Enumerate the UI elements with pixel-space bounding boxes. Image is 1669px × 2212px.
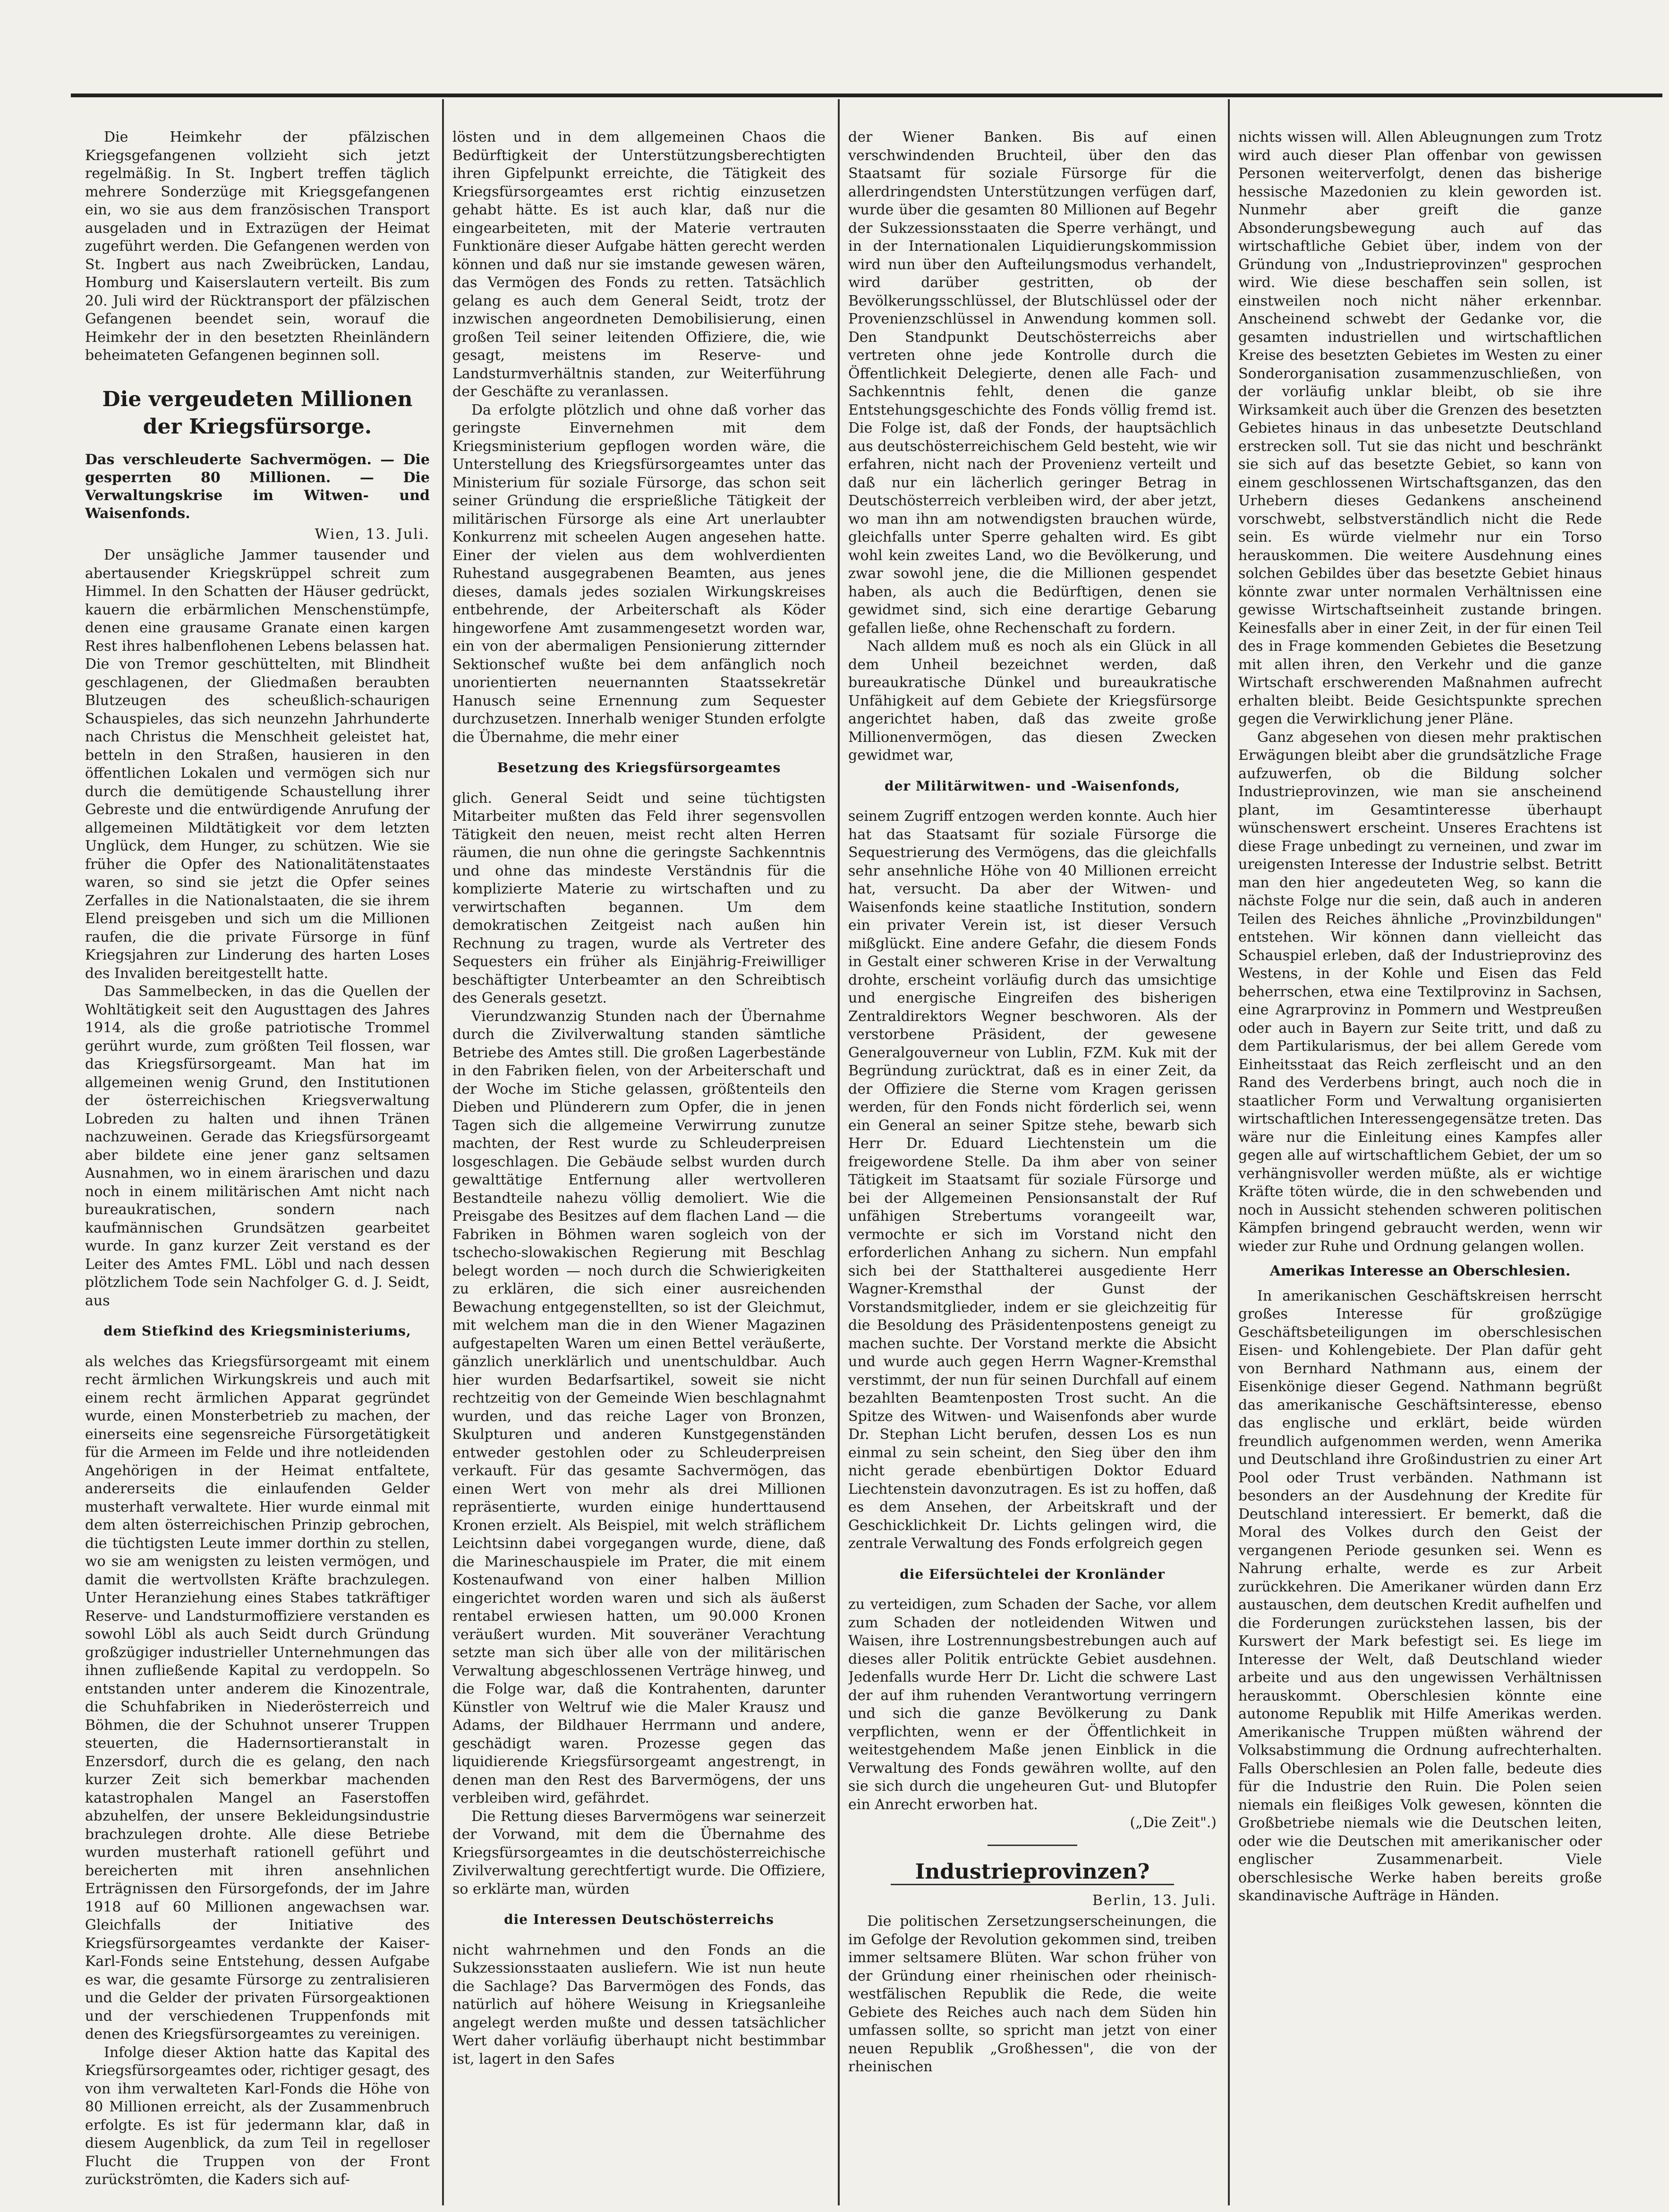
article-paragraph: Vierundzwanzig Stunden nach der Übernahme durch die Zivilverwaltung standen sämtliche Betriebe des Amtes still. Die großen Lagerbestände in den Fabriken fielen, von der Arbeiterschaft und der Woche im Stiche gelassen, größtenteils den Dieben und Plünderern zum Opfer, die in jenen Tagen sich die allgemeine Verwirrung zunutze machten, der Rest wurde zu Schleuderpreisen losgeschlagen. Die Gebäude selbst wurden durch gewalttätige Entfernung aller wertvolleren Bestandteile nahezu völlig demoliert. Wie die Preisgabe des Besitzes auf dem flachen Land — die Fabriken in Böhmen waren sogleich von der tschecho-slowakischen Regierung mit Beschlag belegt worden — noch durch die Schwierigkeiten zu erklären, die sich einer ausreichenden Bewachung entgegenstellten, so ist der Gleichmut, mit welchem man die in den Wiener Magazinen aufgestapelten Waren um einen Bettel veräußerte, gänzlich unerklärlich und unentschuldbar. Auch hier wurden Bedarfsartikel, soweit sie nicht rechtzeitig von der Gemeinde Wien beschlagnahmt wurden, und das reiche Lager von Bronzen, Skulpturen und anderen Kunstgegenständen entweder gestohlen oder zu Schleuderpreisen verkauft. Für das gesamte Sachvermögen, das einen Wert von mehr als drei Millionen repräsentierte, wurden einige hunderttausend Kronen erzielt. Als Beispiel, mit welch sträflichem Leichtsinn dabei vorgegangen wurde, diene, daß die Marineschauspiele im Prater, die mit einem Kostenaufwand von einer halben Million eingerichtet worden waren und sich als äußerst rentabel erwiesen hatten, um 90.000 Kronen veräußert wurden. Mit souveräner Verachtung setzte man sich über alle von der militärischen Verwaltung abgeschlossenen Verträge hinweg, und die Folge war, daß die Kontrahenten, darunter Künstler von Weltruf wie die Maler Krausz und Adams, der Bildhauer Herrmann und andere, geschädigt waren. Prozesse gegen das liquidierende Kriegsfürsorgeamt angestrengt, in denen man den Rest des Barvermögens, der uns verbleiben wird, gefährdet. bbox=[452, 1008, 826, 1806]
article-headline: Industrieprovinzen? bbox=[915, 1859, 1150, 1884]
article-paragraph: zu verteidigen, zum Schaden der Sache, vor allem zum Schaden der notleidenden Witwen und Waisen, ihre Lostrennungsbestrebungen auch auf dieses aller Politik entrückte Gebiet ausdehnen. Jedenfalls wurde Herr Dr. Licht die schwere Last der auf ihm ruhenden Verantwortung verringern und sich die ganze Bevölkerung zu Dank verpflichten, wenn er der Öffentlichkeit in weitestgehendem Maße jenen Einblick in die Verwaltung des Fonds gewähren wollte, auf den sie sich durch die ungeheuren Gut- und Blutopfer ein Anrecht erworben hat. bbox=[848, 1596, 1217, 1813]
column-2 bbox=[452, 128, 826, 2202]
column-divider bbox=[838, 99, 840, 2205]
article-paragraph: nicht wahrnehmen und den Fonds an die Sukzessionsstaaten ausliefern. Wie ist nun heute die Sachlage? Das Barvermögen des Fonds, das natürlich auf höhere Weisung in Kriegsanleihe angelegt werden mußte und dessen tatsächlicher Wert daher vorläufig überhaupt nicht bestimmbar ist, lagert in den Safes bbox=[452, 1941, 826, 2067]
dateline: Wien, 13. Juli. bbox=[315, 526, 430, 543]
source-attribution: („Die Zeit".) bbox=[1130, 1814, 1217, 1831]
section-divider bbox=[988, 1845, 1077, 1846]
article-paragraph: Nach alldem muß es noch als ein Glück in all dem Unheil bezeichnet werden, daß bureaukratische Dünkel und bureaukratische Unfähigkeit auf dem Gebiete der Kriegsfürsorge angerichtet haben, daß das zweite große Millionenvermögen, das diesen Zwecken gewidmet war, bbox=[848, 638, 1217, 764]
article-paragraph: Die politischen Zersetzungserscheinungen, die im Gefolge der Revolution gekommen sind, treiben immer seltsamere Blüten. War schon früher von der Gründung einer rheinischen oder rheinisch-westfälischen Republik die Rede, die weite Gebiete des Reiches auch nach dem Süden hin umfassen sollte, so spricht man jetzt von einer neuen Republik „Großhessen", die von der rheinischen bbox=[848, 1913, 1217, 2075]
article-paragraph: glich. General Seidt und seine tüchtigsten Mitarbeiter mußten das Feld ihrer segensvollen Tätigkeit den neuen, meist recht alten Herren räumen, die nun ohne die geringste Sachkenntnis und ohne das mindeste Verständnis für die komplizierte Materie zu wirtschaften und zu verwirtschaften begannen. Um dem demokratischen Zeitgeist nach außen hin Rechnung zu tragen, wurde als Vertreter des Sequesters ein früher als Einjährig-Freiwilliger beschäftigter Unterbeamter an den Schreibtisch des Generals gesetzt. bbox=[452, 790, 826, 1006]
top-rule bbox=[71, 94, 1662, 97]
article-paragraph: Die Heimkehr der pfälzischen Kriegsgefangenen vollzieht sich jetzt regelmäßig. In St. Ingbert treffen täglich mehrere Sonderzüge mit Kriegsgefangenen ein, wo sie aus dem französischen Transport ausgeladen und in Extrazügen der Heimat zugeführt werden. Die Gefangenen werden von St. Ingbert aus nach Zweibrücken, Landau, Homburg und Kaiserslautern verteilt. Bis zum 20. Juli wird der Rücktransport der pfälzischen Gefangenen beendet sein, worauf die Heimkehr der in den besetzten Rheinländern beheimateten Gefangenen beginnen soll. bbox=[85, 129, 430, 364]
section-heading: die Eifersüchtelei der Kronländer bbox=[900, 1566, 1165, 1582]
column-3 bbox=[848, 128, 1217, 2202]
dateline: Berlin, 13. Juli. bbox=[1092, 1892, 1217, 1909]
section-heading: dem Stiefkind des Kriegsministeriums, bbox=[103, 1323, 411, 1339]
article-paragraph: nichts wissen will. Allen Ableugnungen zum Trotz wird auch dieser Plan offenbar von gewissen Personen weiterverfolgt, denen das bisherige hessische Mazedonien zu klein geworden ist. Nunmehr aber greift die ganze Absonderungsbewegung auch auf das wirtschaftliche Gebiet über, indem von der Gründung von „Industrieprovinzen" gesprochen wird. Wie diese beschaffen sein sollen, ist einstweilen noch nicht näher erkennbar. Anscheinend schwebt der Gedanke vor, die gesamten industriellen und wirtschaftlichen Kreise des besetzten Gebietes im Westen zu einer Sonderorganisation zusammenzuschließen, von der vorläufig unklar bleibt, ob sie ihre Wirksamkeit auch über die Grenzen des besetzten Gebietes hinaus in das unbesetzte Deutschland erstrecken soll. Tut sie das nicht und beschränkt sie sich auf das besetzte Gebiet, so kann von einem geschlossenen Wirtschaftsganzen, das den Urhebern dieses Gedankens anscheinend vorschwebt, selbstverständlich nicht die Rede sein. Es würde vielmehr nur ein Torso herauskommen. Die weitere Ausdehnung eines solchen Gebildes über das besetzte Gebiet hinaus könnte zwar unter normalen Verhältnissen eine gewisse Wirtschaftseinheit zustande bringen. Keinesfalls aber in einer Zeit, in der für einen Teil des in Frage kommenden Gebietes die Besetzung mit allen ihren, den Verkehr und die ganze Wirtschaft erschwerenden Maßnahmen aufrecht erhalten bleibt. Beide Gesichtspunkte sprechen gegen die Verwirklichung jener Pläne. bbox=[1238, 129, 1602, 727]
section-heading: Amerikas Interesse an Oberschlesien. bbox=[1269, 1263, 1571, 1279]
article-paragraph: der Wiener Banken. Bis auf einen verschwindenden Bruchteil, über den das Staatsamt für soziale Fürsorge für die allerdringendsten Unterstützungen verfügen darf, wurde über die gesamten 80 Millionen auf Begehr der Sukzessionsstaaten die Sperre verhängt, und in der Internationalen Liquidierungskommission wird nun über den Aufteilungsmodus verhandelt, wird darüber gestritten, ob der Bevölkerungsschlüssel, der Blutschlüssel oder der Provenienzschlüssel in Anwendung kommen soll. Den Standpunkt Deutschösterreichs aber vertreten ohne jede Kontrolle durch die Öffentlichkeit Delegierte, denen alle Fach- und Sachkenntnis fehlt, denen die ganze Entstehungsgeschichte des Fonds völlig fremd ist. Die Folge ist, daß der Fonds, der hauptsächlich aus deutschösterreichischem Geld besteht, wie wir erfahren, nicht nach der Provenienz verteilt und daß nur ein lächerlich geringer Betrag in Deutschösterreich verbleiben wird, der aber jetzt, wo man ihn am notwendigsten brauchen würde, gleichfalls unter Sperre gehalten wird. Es gibt wohl kein zweites Land, wo die Bevölkerung, und zwar sowohl jene, die die Millionen gespendet haben, als auch die Bedürftigen, denen sie gewidmet sind, sich eine derartige Gebarung gefallen ließe, ohne Rechenschaft zu fordern. bbox=[848, 129, 1217, 637]
article-paragraph: Ganz abgesehen von diesen mehr praktischen Erwägungen bleibt aber die grundsätzliche Frage aufzuwerfen, ob die Bildung solcher Industrieprovinzen, wie man sie anscheinend plant, im Gesamtinteresse überhaupt wünschenswert erscheint. Unseres Erachtens ist diese Frage unbedingt zu verneinen, und zwar im ureigensten Interesse der Industrie selbst. Betritt man den hier angedeuteten Weg, so kann die nächste Folge nur die sein, daß auch in anderen Teilen des Reiches ähnliche „Provinzbildungen" entstehen. Wir können dann vielleicht das Schauspiel erleben, daß der Industrieprovinz des Westens, in der Kohle und Eisen das Feld beherrschen, etwa eine Textilprovinz in Sachsen, eine Agrarprovinz in Pommern und Westpreußen oder auch in Bayern zur Seite tritt, und daß zu dem Partikularismus, der bei allem Gerede vom Einheitsstaat das Reich zerfleischt und an den Rand des Verderbens bringt, auch noch die in staatlicher Form und Verwaltung organisierten wirtschaftlichen Interessengegensätze treten. Das wäre nur die Einleitung eines Kampfes aller gegen alle auf wirtschaftlichem Gebiet, der um so verhängnisvoller werden müßte, als er wichtige Kräfte töten würde, die in den schwebenden und noch in Aussicht stehenden schweren politischen Kämpfen bringend gebraucht werden, wenn wir wieder zur Ruhe und Ordnung gelangen wollen. bbox=[1238, 729, 1602, 1255]
article-paragraph: Da erfolgte plötzlich und ohne daß vorher das geringste Einvernehmen mit dem Kriegsministerium gepflogen worden wäre, die Unterstellung des Kriegsfürsorgeamtes unter das Ministerium für soziale Fürsorge, das schon seit seiner Gründung die ersprießliche Tätigkeit der militärischen Fürsorge als eine Art unerlaubter Konkurrenz mit scheelen Augen angesehen hatte. Einer der vielen aus dem wohlverdienten Ruhestand ausgegrabenen Beamten, aus jenes dieses, damals jedes sozialen Wirkungskreises entbehrende, der Arbeiterschaft als Köder hingeworfene Amt zusammengesetzt worden war, ein von der abermaligen Pensionierung zitternder Sektionschef wußte bei dem anfänglich noch unorientierten neuernannten Staatssekretär Hanusch seine Ernennung zum Sequester durchzusetzen. Innerhalb weniger Stunden erfolgte die Übernahme, die mehr einer bbox=[452, 401, 826, 746]
article-subheadline: Das verschleuderte Sachvermögen. — Die gesperrten 80 Millionen. — Die Verwaltungskrise im Witwen- und Waisenfonds. bbox=[85, 451, 430, 522]
article-headline: Die vergeudeten Millionen der Kriegsfürsorge. bbox=[102, 387, 413, 439]
article-paragraph: Infolge dieser Aktion hatte das Kapital des Kriegsfürsorgeamtes oder, richtiger gesagt, des von ihm verwalteten Karl-Fonds die Höhe von 80 Millionen erreicht, als der Zusammenbruch erfolgte. Es ist für jedermann klar, daß in diesem Augenblick, da zum Teil in regelloser Flucht die Truppen von der Front zurückströmten, die Kaders sich auf- bbox=[85, 2044, 430, 2188]
column-divider bbox=[1228, 99, 1230, 2205]
section-heading: die Interessen Deutschösterreichs bbox=[504, 1912, 774, 1927]
section-heading: Besetzung des Kriegsfürsorgeamtes bbox=[497, 760, 781, 775]
article-paragraph: lösten und in dem allgemeinen Chaos die Bedürftigkeit der Unterstützungsberechtigten ihren Gipfelpunkt erreichte, die Tätigkeit des Kriegsfürsorgeamtes erst richtig einzusetzen gehabt hätte. Es ist auch klar, daß nur die eingearbeiteten, mit der Materie vertrauten Funktionäre dieser Aufgabe hätten gerecht werden können und daß nur sie imstande gewesen wären, das Vermögen des Fonds zu retten. Tatsächlich gelang es auch dem General Seidt, trotz der inzwischen angeordneten Demobilisierung, einen großen Teil seiner leitenden Offiziere, die, wie gesagt, meistens im Reserve- und Landsturmverhältnis standen, zur Weiterführung der Geschäfte zu veranlassen. bbox=[452, 129, 826, 400]
article-paragraph: seinem Zugriff entzogen werden konnte. Auch hier hat das Staatsamt für soziale Fürsorge die Sequestrierung des Vermögens, das die gleichfalls sehr ansehnliche Höhe von 40 Millionen erreicht hat, versucht. Da aber der Witwen- und Waisenfonds keine staatliche Institution, sondern ein privater Verein ist, ist dieser Versuch mißglückt. Eine andere Gefahr, die diesem Fonds in Gestalt einer schweren Krise in der Verwaltung drohte, erscheint vorläufig durch das umsichtige und energische Eingreifen des bisherigen Zentraldirektors Wegner beschworen. Als der verstorbene Präsident, der gewesene Generalgouverneur von Lublin, FZM. Kuk mit der Begründung zurücktrat, daß es in einer Zeit, da der Offiziere die Sterne vom Kragen gerissen werden, für den Fonds nicht förderlich sei, wenn ein General an seiner Spitze stehe, bewarb sich Herr Dr. Eduard Liechtenstein um die freigewordene Stelle. Da ihm aber von seiner Tätigkeit im Staatsamt für soziale Fürsorge und bei der Allgemeinen Pensionsanstalt der Ruf unfähigen Strebertums vorangeeilt war, vermochte er sich im Vorstand nicht den erforderlichen Anhang zu sichern. Nun empfahl sich bei der Statthalterei ausgediente Herr Wagner-Kremsthal der Gunst der Vorstandsmitglieder, indem er sie gleichzeitig für die Besoldung des Präsidentenpostens geneigt zu machen suchte. Der Vorstand merkte die Absicht und wurde auch gegen Herrn Wagner-Kremsthal verstimmt, der nun für seinen Durchfall auf einem bezahlten Beamtenposten Trost sucht. An die Spitze des Witwen- und Waisenfonds aber wurde Dr. Stephan Licht berufen, dessen Los es nun einmal zu sein scheint, den Sieg über den ihm nicht gerade ebenbürtigen Doktor Eduard Liechtenstein davonzutragen. Es ist zu hoffen, daß es dem Ansehen, der Arbeitskraft und der Geschicklichkeit Dr. Lichts gelingen wird, die zentrale Verwaltung des Fonds erfolgreich gegen bbox=[848, 808, 1217, 1552]
column-1 bbox=[85, 128, 430, 2202]
article-paragraph: In amerikanischen Geschäftskreisen herrscht großes Interesse für großzügige Geschäftsbeteiligungen im oberschlesischen Eisen- und Kohlengebiete. Der Plan dafür geht von Bernhard Nathmann aus, einem der Eisenkönige dieser Gegend. Nathmann begrüßt das amerikanische Geschäftsinteresse, ebenso das englische und erklärt, beide würden freundlich aufgenommen werden, wenn Amerika und Deutschland ihre Großindustrien zu einer Art Pool oder Trust verbänden. Nathmann ist besonders an der Ausdehnung der Kredite für Deutschland interessiert. Er bemerkt, daß die Moral des Volkes durch den Geist der vergangenen Periode gesunken sei. Wenn es Nahrung erhalte, werde es zur Arbeit zurückkehren. Die Amerikaner würden dann Erz austauschen, dem deutschen Kredit aufhelfen und die Forderungen zurückstehen lassen, bis der Kurswert der Mark befestigt sei. Es liege im Interesse der Welt, daß Deutschland wieder arbeite und aus den ungewissen Verhältnissen herauskommt. Oberschlesien könnte eine autonome Republik mit Hilfe Amerikas werden. Amerikanische Truppen müßten während der Volksabstimmung die Ordnung aufrechterhalten. Falls Oberschlesien an Polen falle, bedeute dies für die Industrie den Ruin. Die Polen seien niemals ein fleißiges Volk gewesen, könnten die Großbetriebe niemals wie die Deutschen leiten, oder wie die Deutschen mit amerikanischer oder englischer Zusammenarbeit. Viele oberschlesische Werke haben bereits große skandinavische Aufträge in Händen. bbox=[1238, 1287, 1602, 1904]
section-heading: der Militärwitwen- und -Waisenfonds, bbox=[885, 778, 1180, 794]
article-paragraph: Der unsägliche Jammer tausender und abertausender Kriegskrüppel schreit zum Himmel. In den Schatten der Häuser gedrückt, kauern die erbärmlichen Menschenstümpfe, denen eine grausame Granate einen kargen Rest ihres halbenflohenen Lebens belassen hat. Die von Tremor geschüttelten, mit Blindheit geschlagenen, der Gliedmaßen beraubten Blutzeugen des scheußlich-schaurigen Schauspieles, das sich neunzehn Jahrhunderte nach Christus die Menschheit geleistet hat, betteln in den Straßen, hausieren in den öffentlichen Lokalen und vermögen sich nur durch die demütigende Schaustellung ihrer Gebreste und die entwürdigende Anrufung der allgemeinen Mildtätigkeit vor dem letzten Unglück, dem Hunger, zu schützen. Wie sie früher die Opfer des Nationalitätenstaates waren, so sind sie jetzt die Opfer seines Zerfalles in die Nationalstaaten, die sie ihrem Elend preisgeben und sich um die Millionen raufen, die die private Fürsorge in fünf Kriegsjahren zur Linderung des harten Loses des Invaliden bereitgestellt hatte. bbox=[85, 547, 430, 982]
article-paragraph: als welches das Kriegsfürsorgeamt mit einem recht ärmlichen Wirkungskreis und auch mit einem recht ärmlichen Apparat gegründet wurde, einen Monsterbetrieb zu machen, der einerseits eine segensreiche Fürsorgetätigkeit für die Armeen im Felde und ihre notleidenden Angehörigen in der Heimat entfaltete, andererseits die einlaufenden Gelder musterhaft verwaltete. Hier wurde einmal mit dem alten österreichischen Prinzip gebrochen, die tüchtigsten Leute immer dorthin zu stellen, wo sie am wenigsten zu leisten vermögen, und damit die wertvollsten Kräfte brachzulegen. Unter Heranziehung eines Stabes tatkräftiger Reserve- und Landsturmoffiziere verstanden es sowohl Löbl als auch Seidt durch Gründung großzügiger industrieller Unternehmungen das ihnen zufließende Kapital zu verdoppeln. So entstanden unter anderem die Kinozentrale, die Schuhfabriken in Niederösterreich und Böhmen, die der Schuhnot unserer Truppen steuerten, die Hadernsortieranstalt in Enzersdorf, durch die es gelang, den nach kurzer Zeit sich bemerkbar machenden katastrophalen Mangel an Faserstoffen abzuhelfen, der unsere Bekleidungsindustrie brachzulegen drohte. Alle diese Betriebe wurden musterhaft rationell geführt und bereicherten mit ihren ansehnlichen Erträgnissen den Fürsorgefonds, der im Jahre 1918 auf 60 Millionen angewachsen war. Gleichfalls der Initiative des Kriegsfürsorgeamtes verdankte der Kaiser-Karl-Fonds seine Entstehung, dessen Aufgabe es war, die gesamte Fürsorge zu zentralisieren und die Gelder der privaten Fürsorgeaktionen und der verschiedenen Truppenfonds mit denen des Kriegsfürsorgeamtes zu vereinigen. bbox=[85, 1353, 430, 2042]
article-paragraph: Das Sammelbecken, in das die Quellen der Wohltätigkeit seit den Augusttagen des Jahres 1914, als die große patriotische Trommel gerührt wurde, zum größten Teil flossen, war das Kriegsfürsorgeamt. Man hat im allgemeinen wenig Grund, den Institutionen der österreichischen Kriegsverwaltung Lobreden zu halten und ihnen Tränen nachzuweinen. Gerade das Kriegsfürsorgeamt aber bildete eine jener ganz seltsamen Ausnahmen, wo in einem ärarischen und dazu noch in einem militärischen Amt nicht nach bureaukratischen, sondern nach kaufmännischen Grundsätzen gearbeitet wurde. In ganz kurzer Zeit verstand es der Leiter des Amtes FML. Löbl und nach dessen plötzlichem Tode sein Nachfolger G. d. J. Seidt, aus bbox=[85, 983, 430, 1309]
column-divider bbox=[442, 99, 444, 2205]
article-paragraph: Die Rettung dieses Barvermögens war seinerzeit der Vorwand, mit dem die Übernahme des Kriegsfürsorgeamtes in die deutschösterreichische Zivilverwaltung gerechtfertigt wurde. Die Offiziere, so erklärte man, würden bbox=[452, 1808, 826, 1897]
column-4 bbox=[1238, 128, 1602, 2202]
